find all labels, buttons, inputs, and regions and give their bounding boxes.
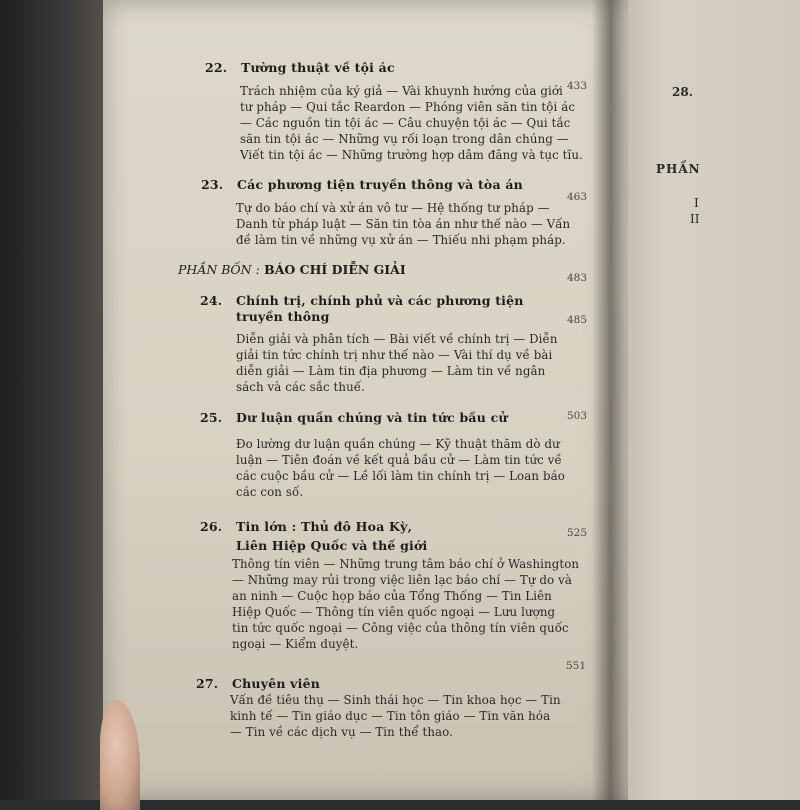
summary-line: Diễn giải và phân tích — Bài viết về chính trị — Diễn [236, 332, 558, 346]
chapter-26-title-line2 [236, 538, 427, 553]
chapter-25-summary [236, 436, 565, 500]
summary-line: Viết tin tội ác — Những trường hợp dâm đãng và tục tĩu. [240, 148, 583, 162]
summary-line: Vấn đề tiêu thụ — Sinh thái học — Tin khoa học — Tin [230, 693, 561, 707]
chapter-number: 23. [201, 177, 224, 192]
chapter-title-text: Chính trị, chính phủ và các phương tiện [236, 293, 524, 308]
chapter-title-text: Các phương tiện truyền thông và tòa án [237, 177, 523, 192]
summary-line: các con số. [236, 485, 304, 499]
page-number: 525 [567, 527, 588, 539]
right-page-chapter-number: 28. [672, 85, 693, 99]
summary-line: an ninh — Cuộc họp báo của Tổng Thống — Tin Liên [232, 589, 552, 603]
chapter-22-title [205, 60, 395, 75]
chapter-23-title [201, 177, 523, 192]
summary-line: Danh từ pháp luật — Săn tin tòa án như thế nào — Vấn [236, 217, 571, 231]
summary-line: diễn giải — Làm tin địa phương — Làm tin về ngân [236, 364, 546, 378]
chapter-22-summary [240, 83, 583, 163]
chapter-title-text: Tin lớn : Thủ đô Hoa Kỳ, [236, 519, 413, 534]
summary-line: tin tức quốc ngoại — Công việc của thông tín viên quốc [232, 621, 569, 635]
summary-line: săn tin tội ác — Những vụ rối loạn trong dân chúng — [240, 132, 569, 146]
chapter-26-summary [232, 556, 579, 652]
page-number: 433 [567, 80, 588, 92]
chapter-27-summary [230, 692, 561, 740]
part-title: BÁO CHÍ DIỄN GIẢI [264, 262, 406, 277]
chapter-23-summary [236, 200, 570, 248]
chapter-title-text: Chuyên viên [232, 676, 321, 691]
chapter-number: 24. [200, 293, 223, 308]
part-label: PHẦN BỐN : [178, 262, 260, 277]
chapter-26-title [200, 519, 412, 534]
chapter-title-text: Tường thuật về tội ác [241, 60, 395, 75]
summary-line: Thông tín viên — Những trung tâm báo chí ở Washington [232, 557, 580, 571]
summary-line: các cuộc bầu cử — Lề lối làm tin chính trị — Loan báo [236, 469, 565, 483]
chapter-title-text: truyền thông [236, 309, 330, 324]
part-four-heading [178, 262, 406, 277]
page-number: 485 [567, 314, 588, 326]
page-number: 483 [567, 272, 588, 284]
right-page-fragment: I [694, 196, 699, 210]
chapter-24-title-line2 [236, 309, 330, 324]
summary-line: — Tin về các dịch vụ — Tin thể thao. [230, 725, 453, 739]
summary-line: luận — Tiên đoán về kết quả bầu cử — Làm tin tức về [236, 453, 562, 467]
chapter-27-title [196, 676, 320, 691]
summary-line: — Các nguồn tin tội ác — Câu chuyện tội ác — Qui tắc [240, 116, 571, 130]
page-number: 503 [567, 410, 588, 422]
chapter-24-summary [236, 331, 558, 395]
chapter-number: 22. [205, 60, 228, 75]
summary-line: Hiệp Quốc — Thông tín viên quốc ngoại — Lưu lượng [232, 605, 556, 619]
chapter-title-text: Liên Hiệp Quốc và thế giới [236, 538, 428, 553]
chapter-25-title [200, 410, 508, 425]
chapter-number: 27. [196, 676, 219, 691]
summary-line: ngoại — Kiểm duyệt. [232, 637, 359, 651]
chapter-number: 25. [200, 410, 223, 425]
summary-line: Đo lường dư luận quần chúng — Kỹ thuật thăm dò dư [236, 437, 560, 451]
page-number: 551 [566, 660, 587, 672]
page-number: 463 [567, 191, 588, 203]
summary-line: đề làm tin về những vụ xử án — Thiếu nhi phạm pháp. [236, 233, 566, 247]
summary-line: Tự do báo chí và xử án vô tư — Hệ thống tư pháp — [236, 201, 550, 215]
summary-line: — Những may rủi trong việc liên lạc báo chí — Tự do và [232, 573, 572, 587]
summary-line: giải tin tức chính trị như thế nào — Vài thí dụ về bài [236, 348, 553, 362]
chapter-number: 26. [200, 519, 223, 534]
summary-line: kinh tế — Tin giáo dục — Tin tôn giáo — Tin văn hóa [230, 709, 551, 723]
chapter-title-text: Dư luận quần chúng và tin tức bầu cử [236, 410, 508, 425]
summary-line: tư pháp — Qui tắc Reardon — Phóng viên săn tin tội ác [240, 100, 576, 114]
chapter-24-title [200, 293, 524, 308]
right-page-fragment: II [690, 212, 700, 226]
summary-line: Trách nhiệm của ký giả — Vài khuynh hướng của giới [240, 84, 563, 98]
right-page-part-heading: PHẦN [656, 162, 701, 176]
summary-line: sách và các sắc thuế. [236, 380, 365, 394]
